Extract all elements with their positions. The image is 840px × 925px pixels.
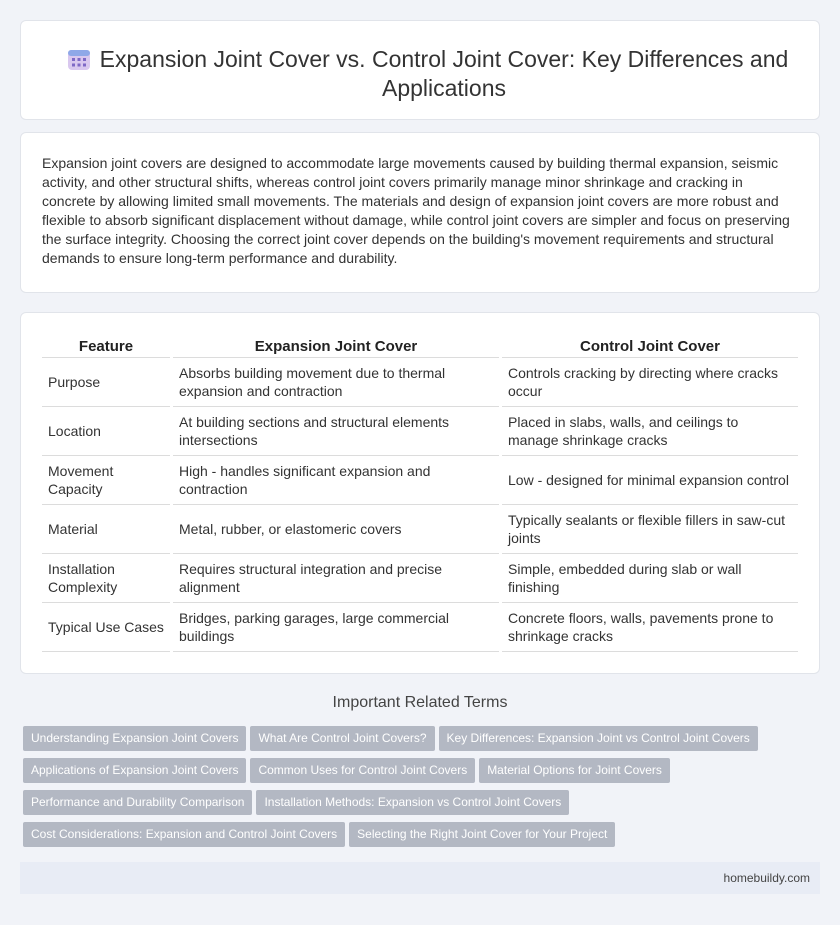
related-term-tag[interactable]: Common Uses for Control Joint Covers <box>250 758 475 783</box>
related-term-tag[interactable]: Cost Considerations: Expansion and Control Joint Covers <box>23 822 345 847</box>
comparison-table <box>42 333 798 652</box>
control-cell: Placed in slabs, walls, and ceilings to manage shrinkage cracks <box>502 406 798 455</box>
column-header: Control Joint Cover <box>502 333 798 357</box>
control-cell: Low - designed for minimal expansion control <box>502 455 798 504</box>
intro-card <box>20 132 820 293</box>
page-title: Expansion Joint Cover vs. Control Joint Cover: Key Differences and Applications <box>99 46 789 101</box>
column-header: Feature <box>42 333 170 357</box>
comparison-table-card <box>20 312 820 674</box>
feature-cell: Movement Capacity <box>42 455 170 504</box>
related-term-tag[interactable]: Material Options for Joint Covers <box>479 758 670 783</box>
table-row <box>42 455 798 504</box>
footer <box>20 862 820 894</box>
feature-cell: Installation Complexity <box>42 553 170 602</box>
related-term-tag[interactable]: Performance and Durability Comparison <box>23 790 252 815</box>
feature-cell: Typical Use Cases <box>42 602 170 651</box>
feature-cell: Purpose <box>42 357 170 406</box>
table-row <box>42 553 798 602</box>
feature-cell: Material <box>42 504 170 553</box>
control-cell: Typically sealants or flexible fillers in saw-cut joints <box>502 504 798 553</box>
control-cell: Controls cracking by directing where cracks occur <box>502 357 798 406</box>
expansion-cell: Requires structural integration and precise alignment <box>173 553 499 602</box>
related-term-tag[interactable]: Understanding Expansion Joint Covers <box>23 726 246 751</box>
site-link[interactable]: homebuildy.com <box>723 871 810 885</box>
table-row <box>42 504 798 553</box>
related-term-tag[interactable]: What Are Control Joint Covers? <box>250 726 434 751</box>
table-row <box>42 406 798 455</box>
intro-paragraph: Expansion joint covers are designed to accommodate large movements caused by building thermal expansion, seismic activity, and other structural shifts, whereas control joint covers primarily manage minor shrinkage and cracking in concrete by allowing limited small movements. The materials and design of expansion joint covers are more robust and flexible to absorb significant displacement without damage, while control joint covers are simpler and focus on preserving the surface integrity. Choosing the correct joint cover depends on the building's movement requirements and structural demands to ensure long-term performance and durability. <box>42 155 790 266</box>
control-cell: Concrete floors, walls, pavements prone to shrinkage cracks <box>502 602 798 651</box>
control-cell: Simple, embedded during slab or wall finishing <box>502 553 798 602</box>
title-card <box>20 20 820 120</box>
expansion-cell: At building sections and structural elements intersections <box>173 406 499 455</box>
expansion-cell: Metal, rubber, or elastomeric covers <box>173 504 499 553</box>
related-term-tag[interactable]: Selecting the Right Joint Cover for Your Project <box>349 822 615 847</box>
expansion-cell: High - handles significant expansion and contraction <box>173 455 499 504</box>
feature-cell: Location <box>42 406 170 455</box>
related-terms-heading: Important Related Terms <box>332 694 508 711</box>
related-terms-list <box>23 726 813 854</box>
related-term-tag[interactable]: Installation Methods: Expansion vs Control Joint Covers <box>256 790 569 815</box>
table-row <box>42 357 798 406</box>
related-term-tag[interactable]: Applications of Expansion Joint Covers <box>23 758 246 783</box>
expansion-cell: Absorbs building movement due to thermal expansion and contraction <box>173 357 499 406</box>
related-term-tag[interactable]: Key Differences: Expansion Joint vs Control Joint Covers <box>439 726 758 751</box>
table-row <box>42 602 798 651</box>
column-header: Expansion Joint Cover <box>173 333 499 357</box>
expansion-cell: Bridges, parking garages, large commercial buildings <box>173 602 499 651</box>
table-header-row <box>42 333 798 357</box>
